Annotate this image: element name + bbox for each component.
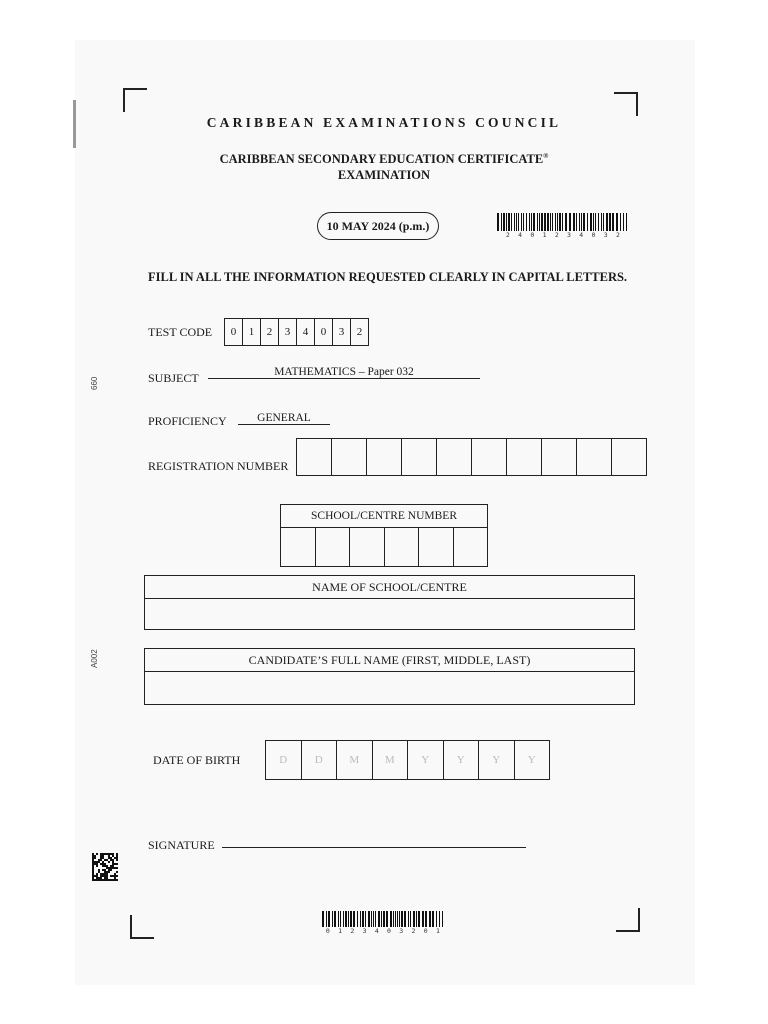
side-code-bottom: A002: [90, 649, 99, 668]
datamatrix-module: [104, 853, 106, 855]
datamatrix-module: [94, 861, 96, 863]
school-name-box: [144, 575, 635, 630]
barcode-bar: [378, 911, 380, 927]
barcode-bar: [357, 911, 358, 927]
datamatrix-module: [92, 865, 94, 867]
barcode-bar: [565, 213, 567, 231]
barcode-bar: [539, 213, 540, 231]
datamatrix-module: [112, 859, 114, 861]
datamatrix-module: [92, 859, 94, 861]
barcode-bar: [593, 213, 594, 231]
barcode-bar: [541, 213, 543, 231]
datamatrix-module: [106, 873, 108, 875]
datamatrix-module: [114, 863, 116, 865]
test-code-digit: 0: [315, 319, 333, 345]
datamatrix-module: [106, 879, 108, 881]
datamatrix-module: [98, 879, 100, 881]
test-code-digit: 4: [297, 319, 315, 345]
barcode-bar: [579, 213, 580, 231]
barcode-bar: [375, 911, 376, 927]
barcode-bar: [404, 911, 406, 927]
barcode-bar: [531, 213, 532, 231]
datamatrix-module: [92, 861, 94, 863]
datamatrix-module: [98, 861, 100, 863]
barcode-bar: [362, 911, 364, 927]
barcode-bar: [328, 911, 330, 927]
datamatrix-module: [96, 861, 98, 863]
barcode-bar: [386, 911, 388, 927]
barcode-bar: [381, 911, 382, 927]
barcode-bar: [332, 911, 333, 927]
barcode-bar: [569, 213, 571, 231]
school-centre-number-box: [280, 504, 488, 567]
datamatrix-module: [104, 879, 106, 881]
barcode-bar: [576, 213, 577, 231]
barcode-bar: [410, 911, 411, 927]
school-name-label: NAME OF SCHOOL/CENTRE: [145, 576, 634, 599]
datamatrix-module: [104, 873, 106, 875]
school-centre-digit-box[interactable]: [316, 528, 351, 566]
datamatrix-module: [110, 853, 112, 855]
datamatrix-module: [98, 877, 100, 879]
barcode-bar: [373, 911, 374, 927]
signature-line[interactable]: [222, 847, 526, 848]
datamatrix-module: [96, 879, 98, 881]
barcode-bar: [501, 213, 502, 231]
datamatrix-module: [108, 853, 110, 855]
barcode-bar: [533, 213, 535, 231]
barcode-bar: [550, 213, 551, 231]
barcode-bar: [353, 911, 355, 927]
barcode-bar: [345, 911, 347, 927]
datamatrix-module: [116, 879, 118, 881]
datamatrix-module: [92, 869, 94, 871]
barcode-bar: [390, 911, 392, 927]
datamatrix-module: [112, 865, 114, 867]
datamatrix-module: [96, 853, 98, 855]
datamatrix-module: [94, 857, 96, 859]
barcode-bar: [340, 911, 341, 927]
test-code-label: TEST CODE: [148, 325, 213, 339]
barcode-bar: [516, 213, 517, 231]
barcode-bar: [612, 213, 614, 231]
council-title: CARIBBEAN EXAMINATIONS COUNCIL: [206, 115, 562, 130]
barcode-bar: [616, 213, 618, 231]
datamatrix-module: [106, 859, 108, 861]
datamatrix-module: [98, 859, 100, 861]
datamatrix-module: [112, 861, 114, 863]
barcode-bar: [350, 911, 352, 927]
datamatrix-module: [106, 865, 108, 867]
school-centre-digit-box[interactable]: [419, 528, 454, 566]
barcode-bar: [503, 213, 505, 231]
datamatrix-module: [100, 855, 102, 857]
registration-digit-box[interactable]: [472, 439, 507, 475]
datamatrix-module: [92, 855, 94, 857]
datamatrix-module: [102, 869, 104, 871]
candidate-name-label: CANDIDATE’S FULL NAME (FIRST, MIDDLE, LAST): [145, 649, 634, 672]
barcode-bar: [603, 213, 604, 231]
datamatrix-module: [92, 875, 94, 877]
dob-month-box[interactable]: M: [373, 741, 409, 779]
datamatrix-module: [116, 855, 118, 857]
school-centre-digit-box[interactable]: [385, 528, 420, 566]
barcode-bar: [547, 213, 549, 231]
school-name-field[interactable]: [145, 599, 634, 629]
datamatrix-module: [108, 867, 110, 869]
datamatrix-module: [92, 857, 94, 859]
datamatrix-module: [100, 853, 102, 855]
registration-digit-box[interactable]: [367, 439, 402, 475]
datamatrix-module: [100, 863, 102, 865]
datamatrix-module: [102, 855, 104, 857]
candidate-name-box: [144, 648, 635, 705]
registration-number-label: REGISTRATION NUMBER: [148, 459, 289, 473]
datamatrix-module: [104, 859, 106, 861]
dob-label: DATE OF BIRTH: [153, 753, 241, 767]
datamatrix-module: [92, 867, 94, 869]
barcode-bar: [436, 911, 437, 927]
barcode-bar: [609, 213, 611, 231]
test-code-digit: 0: [225, 319, 243, 345]
datamatrix-module: [112, 879, 114, 881]
datamatrix-module: [116, 857, 118, 859]
barcode-bar: [518, 213, 519, 231]
datamatrix-module: [102, 875, 104, 877]
barcode-bar: [408, 911, 409, 927]
barcode-bar: [399, 911, 400, 927]
barcode-bar: [397, 911, 398, 927]
barcode-bar: [343, 911, 344, 927]
registration-digit-box[interactable]: [612, 439, 646, 475]
datamatrix-module: [112, 855, 114, 857]
datamatrix-module: [94, 863, 96, 865]
datamatrix-module: [94, 855, 96, 857]
barcode-bar: [401, 911, 403, 927]
datamatrix-module: [110, 879, 112, 881]
datamatrix-module: [96, 863, 98, 865]
datamatrix-module: [96, 875, 98, 877]
datamatrix-module: [112, 867, 114, 869]
datamatrix-pattern: [92, 853, 118, 881]
barcode-bar: [348, 911, 349, 927]
corner-mark-top-left: [123, 88, 147, 112]
dob-day-box[interactable]: D: [266, 741, 302, 779]
barcode-bar: [425, 911, 427, 927]
datamatrix-module: [116, 853, 118, 855]
datamatrix-module: [116, 875, 118, 877]
barcode-bar: [439, 911, 440, 927]
datamatrix-code: [92, 853, 118, 881]
datamatrix-module: [112, 863, 114, 865]
dob-boxes[interactable]: [265, 740, 550, 780]
certificate-name: CARIBBEAN SECONDARY EDUCATION CERTIFICATE: [219, 152, 544, 167]
datamatrix-module: [92, 853, 94, 855]
test-code-digit: 2: [356, 326, 363, 338]
school-centre-digit-box[interactable]: [350, 528, 385, 566]
datamatrix-module: [92, 863, 94, 865]
datamatrix-module: [104, 877, 106, 879]
school-centre-number-label: SCHOOL/CENTRE NUMBER: [281, 505, 487, 528]
datamatrix-module: [98, 869, 100, 871]
barcode-bar: [508, 213, 510, 231]
barcode-bar: [368, 911, 370, 927]
barcode-bar: [418, 911, 420, 927]
registration-digit-box[interactable]: [297, 439, 332, 475]
registration-digit-box[interactable]: [332, 439, 367, 475]
barcode-bar: [606, 213, 608, 231]
datamatrix-module: [108, 879, 110, 881]
barcode-bar: [514, 213, 515, 231]
side-code-top: 660: [90, 376, 99, 390]
barcode-bars: [497, 213, 631, 231]
datamatrix-module: [100, 873, 102, 875]
barcode-bar: [529, 213, 530, 231]
barcode-bar: [590, 213, 592, 231]
barcode-bar: [537, 213, 538, 231]
dob-month-box[interactable]: M: [337, 741, 373, 779]
barcode-bar: [544, 213, 546, 231]
datamatrix-module: [98, 871, 100, 873]
datamatrix-module: [114, 857, 116, 859]
datamatrix-module: [110, 875, 112, 877]
registration-digit-box[interactable]: [542, 439, 577, 475]
datamatrix-module: [104, 863, 106, 865]
barcode-bar: [506, 213, 507, 231]
datamatrix-module: [102, 879, 104, 881]
corner-mark-top-right: [614, 92, 638, 116]
barcode-bar: [334, 911, 336, 927]
datamatrix-module: [108, 871, 110, 873]
barcode-bar: [583, 213, 585, 231]
datamatrix-module: [96, 873, 98, 875]
datamatrix-module: [96, 865, 98, 867]
barcode-bar: [413, 911, 415, 927]
datamatrix-module: [116, 871, 118, 873]
corner-mark-bottom-right: [616, 908, 640, 932]
test-code-digit: 2: [261, 319, 279, 345]
barcode-bar: [442, 911, 443, 927]
school-centre-number-cells[interactable]: [281, 528, 487, 566]
barcode-bar: [326, 911, 327, 927]
datamatrix-module: [112, 853, 114, 855]
barcode-bar: [429, 911, 431, 927]
datamatrix-module: [110, 865, 112, 867]
datamatrix-module: [102, 861, 104, 863]
corner-mark-bottom-left: [130, 915, 154, 939]
proficiency-value[interactable]: GENERAL: [238, 412, 330, 425]
datamatrix-module: [112, 875, 114, 877]
datamatrix-module: [92, 877, 94, 879]
datamatrix-module: [114, 877, 116, 879]
barcode-bar: [620, 213, 621, 231]
barcode-bar: [322, 911, 324, 927]
barcode-bar: [587, 213, 588, 231]
barcode-bar: [497, 213, 499, 231]
datamatrix-module: [104, 869, 106, 871]
barcode-bar: [395, 911, 396, 927]
candidate-name-field[interactable]: [145, 672, 634, 704]
datamatrix-module: [100, 857, 102, 859]
datamatrix-module: [114, 873, 116, 875]
registration-digit-box[interactable]: [577, 439, 612, 475]
top-barcode: [497, 213, 631, 239]
datamatrix-module: [116, 863, 118, 865]
certificate-title: [0, 148, 768, 183]
instruction-text: FILL IN ALL THE INFORMATION REQUESTED CLEARLY IN CAPITAL LETTERS.: [148, 270, 628, 284]
datamatrix-module: [96, 877, 98, 879]
school-centre-digit-box[interactable]: [454, 528, 488, 566]
datamatrix-module: [108, 869, 110, 871]
dob-day-box[interactable]: D: [302, 741, 338, 779]
test-code-digit: 3: [333, 319, 351, 345]
datamatrix-module: [92, 879, 94, 881]
datamatrix-module: [106, 871, 108, 873]
datamatrix-module: [108, 857, 110, 859]
datamatrix-module: [92, 871, 94, 873]
registered-mark: ®: [543, 152, 549, 160]
registration-number-boxes[interactable]: [296, 438, 647, 476]
datamatrix-module: [100, 875, 102, 877]
dob-year-box[interactable]: Y: [479, 741, 515, 779]
datamatrix-module: [100, 879, 102, 881]
barcode-bar: [573, 213, 575, 231]
barcode-bar: [601, 213, 602, 231]
datamatrix-module: [114, 867, 116, 869]
school-centre-digit-box[interactable]: [281, 528, 316, 566]
barcode-bar: [626, 213, 627, 231]
test-code-digit: 1: [243, 319, 261, 345]
datamatrix-module: [100, 859, 102, 861]
datamatrix-module: [94, 879, 96, 881]
barcode-bar: [432, 911, 434, 927]
test-code-boxes: [224, 318, 369, 346]
barcode-bar: [552, 213, 553, 231]
datamatrix-module: [108, 855, 110, 857]
barcode-bar: [598, 213, 599, 231]
test-code-digit: 3: [279, 319, 297, 345]
datamatrix-module: [102, 863, 104, 865]
datamatrix-module: [102, 873, 104, 875]
datamatrix-module: [94, 875, 96, 877]
datamatrix-module: [104, 871, 106, 873]
exam-date: 10 MAY 2024 (p.m.): [317, 212, 439, 240]
barcode-bar: [511, 213, 512, 231]
barcode-bar: [360, 911, 361, 927]
datamatrix-module: [92, 873, 94, 875]
datamatrix-module: [110, 867, 112, 869]
barcode-bar: [422, 911, 424, 927]
datamatrix-module: [106, 875, 108, 877]
dob-year-box[interactable]: Y: [527, 754, 536, 766]
datamatrix-module: [104, 865, 106, 867]
datamatrix-module: [102, 853, 104, 855]
barcode-bar: [555, 213, 556, 231]
datamatrix-module: [110, 857, 112, 859]
barcode-bar: [562, 213, 563, 231]
barcode-bar: [557, 213, 558, 231]
datamatrix-module: [102, 865, 104, 867]
datamatrix-module: [106, 867, 108, 869]
subject-label: SUBJECT: [148, 371, 199, 385]
dob-year-box[interactable]: Y: [408, 741, 444, 779]
barcode-bar: [416, 911, 417, 927]
proficiency-label: PROFICIENCY: [148, 414, 227, 428]
registration-digit-box[interactable]: [402, 439, 437, 475]
subject-value[interactable]: MATHEMATICS – Paper 032: [208, 366, 480, 379]
datamatrix-module: [116, 867, 118, 869]
datamatrix-module: [106, 853, 108, 855]
barcode-number: 2 4 0 1 2 3 4 0 3 2: [505, 231, 623, 239]
barcode-bar: [526, 213, 527, 231]
barcode-bar: [559, 213, 561, 231]
examination-label: EXAMINATION: [337, 168, 431, 183]
barcode-bar: [383, 911, 385, 927]
datamatrix-module: [102, 857, 104, 859]
dob-year-box[interactable]: Y: [444, 741, 480, 779]
datamatrix-module: [100, 877, 102, 879]
datamatrix-module: [114, 879, 116, 881]
barcode-bar: [523, 213, 524, 231]
barcode-bar: [338, 911, 339, 927]
datamatrix-module: [116, 859, 118, 861]
datamatrix-module: [110, 869, 112, 871]
barcode-bar: [623, 213, 624, 231]
datamatrix-module: [114, 875, 116, 877]
barcode-bar: [365, 911, 366, 927]
bottom-barcode: [322, 911, 446, 935]
signature-label: SIGNATURE: [148, 838, 215, 852]
datamatrix-module: [110, 859, 112, 861]
barcode-bar: [371, 911, 372, 927]
datamatrix-module: [104, 875, 106, 877]
barcode-bar: [393, 911, 394, 927]
barcode-bar: [595, 213, 596, 231]
registration-digit-box[interactable]: [437, 439, 472, 475]
datamatrix-module: [108, 861, 110, 863]
barcode-number: 0 1 2 3 4 0 3 2 0 1: [325, 927, 443, 935]
barcode-bar: [521, 213, 522, 231]
barcode-bars: [322, 911, 446, 927]
barcode-bar: [581, 213, 582, 231]
datamatrix-module: [106, 877, 108, 879]
registration-digit-box[interactable]: [507, 439, 542, 475]
